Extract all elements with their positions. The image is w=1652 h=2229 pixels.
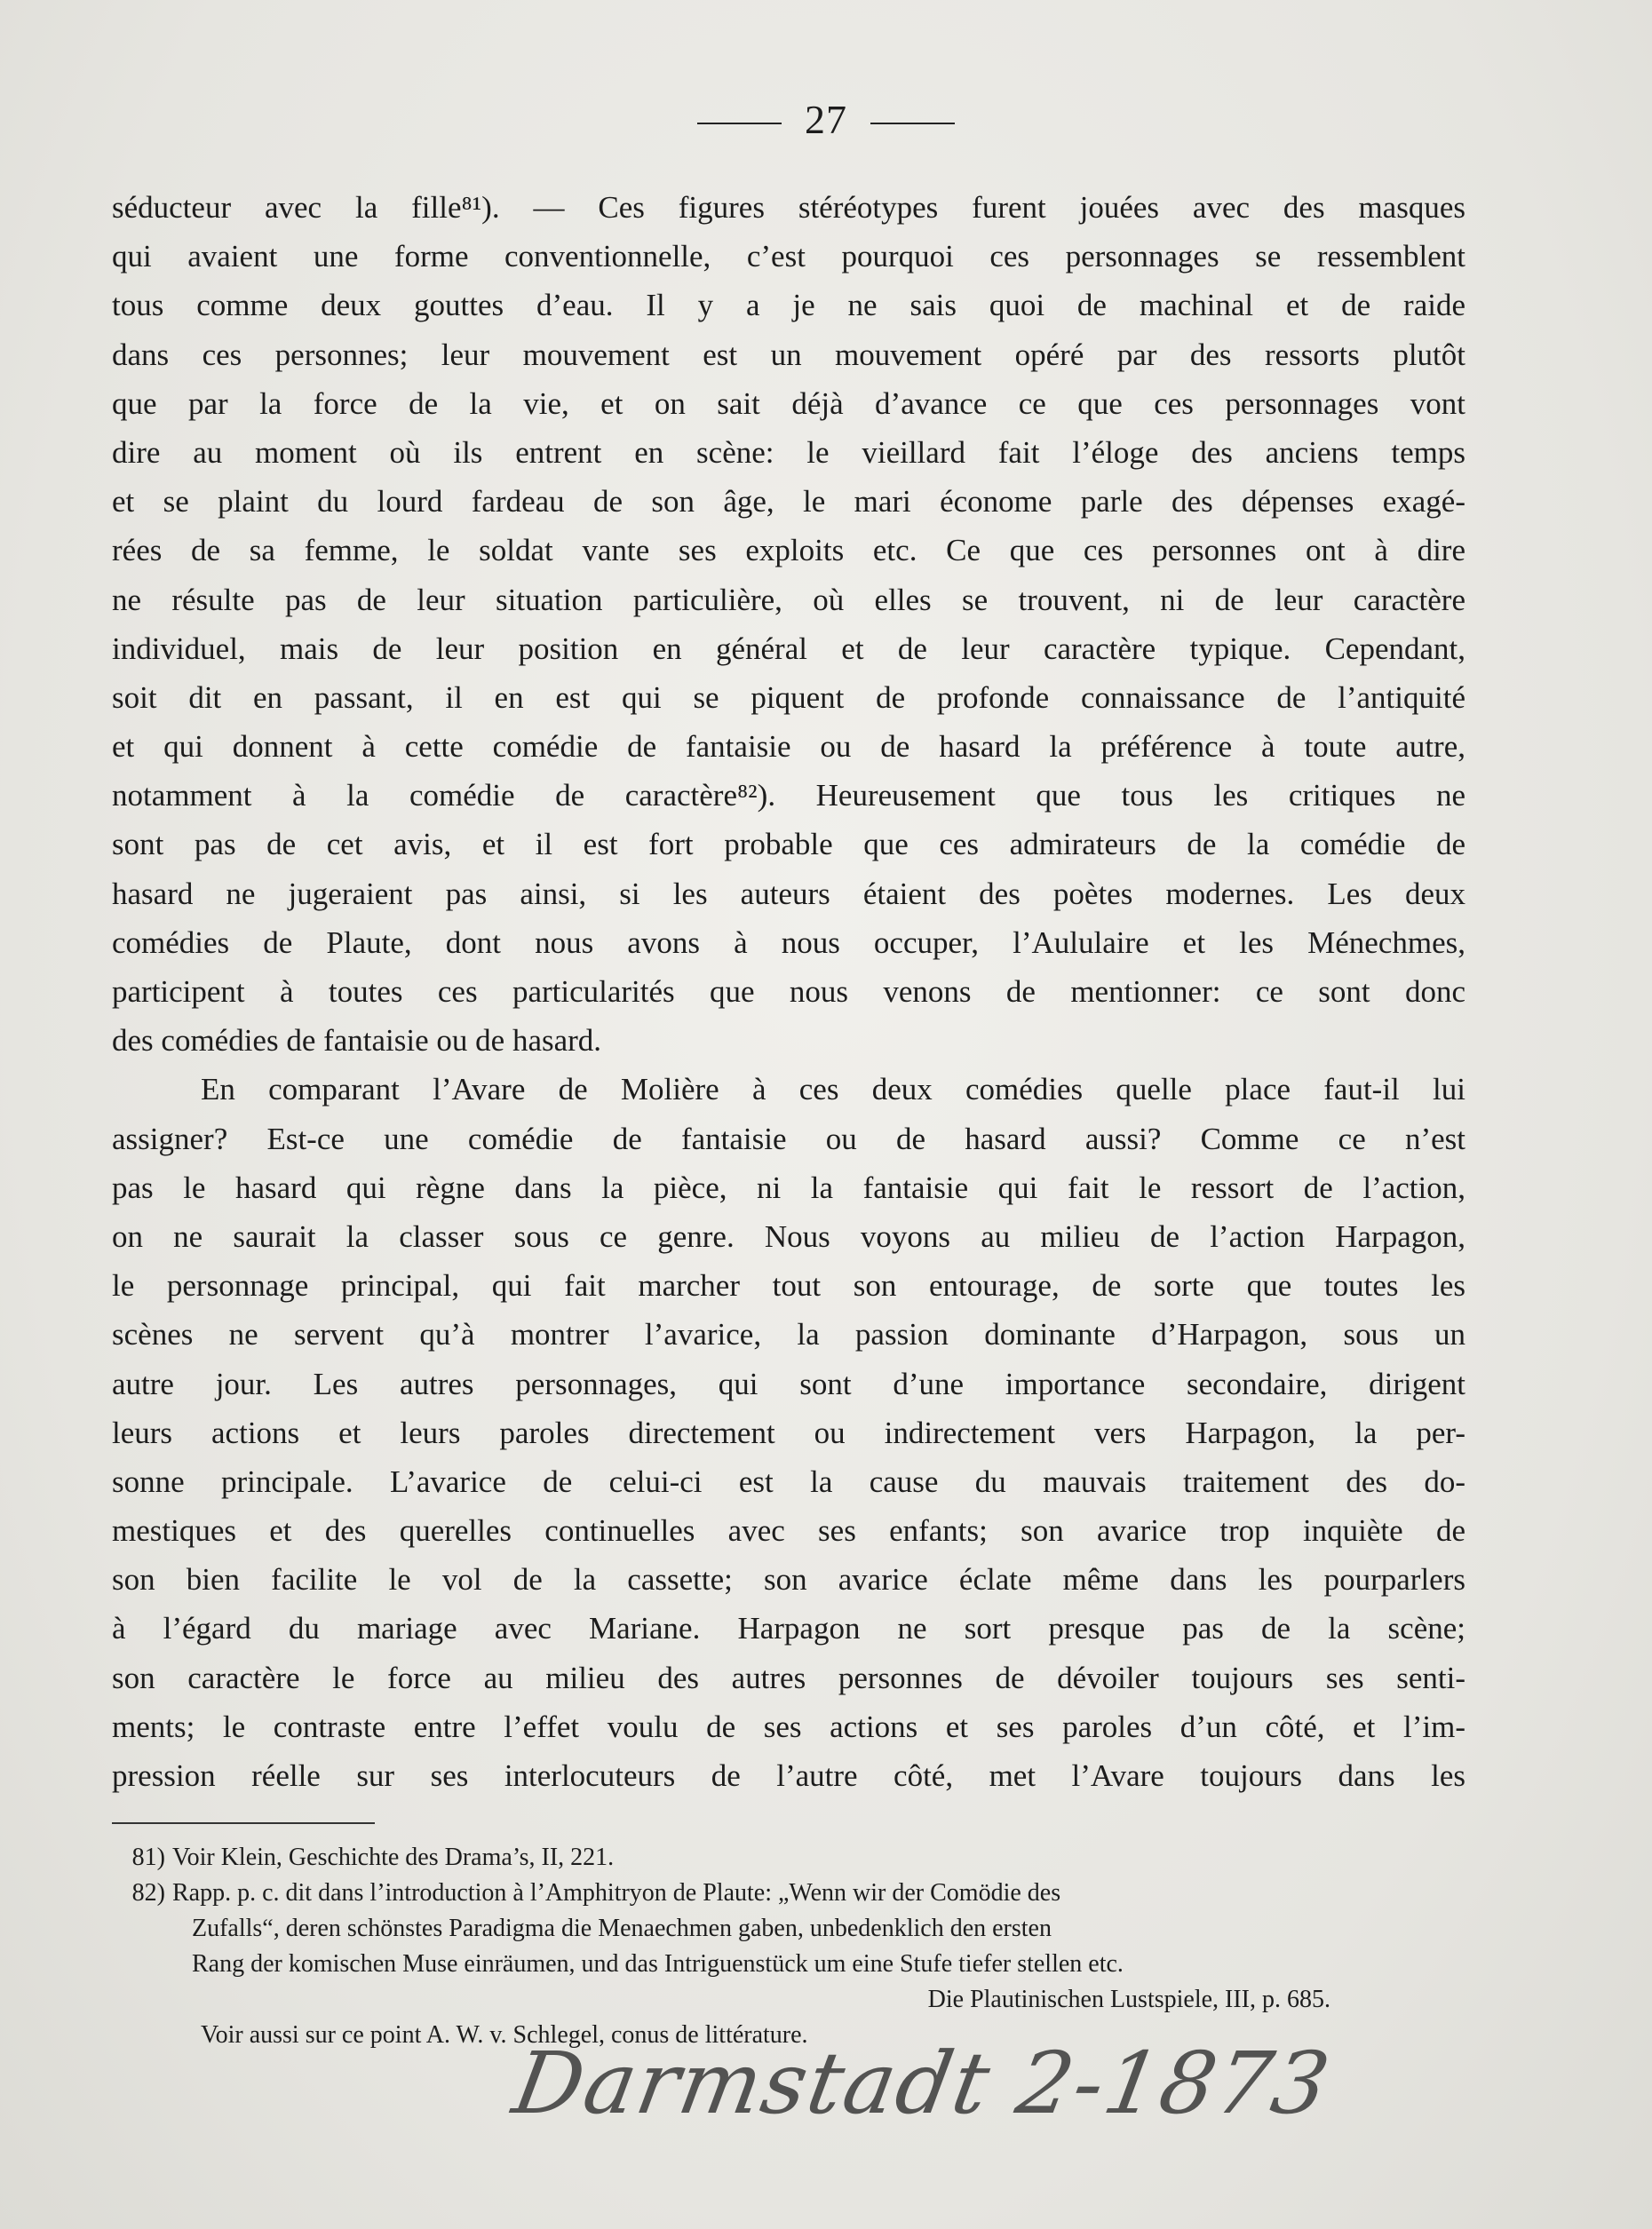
body-line: on ne saurait la classer sous ce genre. Nous voyons au milieu de l’action Harpagon, — [112, 1218, 1465, 1254]
body-line: son caractère le force au milieu des autres personnes de dévoiler toujours ses senti- — [112, 1660, 1465, 1695]
body-line: pression réelle sur ses interlocuteurs de l’autre côté, met l’Avare toujours dans les — [112, 1758, 1465, 1793]
body-line: scènes ne servent qu’à montrer l’avarice, la passion dominante d’Harpagon, sous un — [112, 1317, 1465, 1352]
footnotes — [112, 1840, 1465, 2053]
body-line: pas le hasard qui règne dans la pièce, ni la fantaisie qui fait le ressort de l’action, — [112, 1170, 1465, 1205]
body-text — [112, 183, 1465, 1800]
body-line: individuel, mais de leur position en général et de leur caractère typique. Cependant, — [112, 631, 1465, 666]
body-line: comédies de Plaute, dont nous avons à nous occuper, l’Aululaire et les Ménechmes, — [112, 924, 1465, 960]
footnote-82-source: Die Plautinischen Lustspiele, III, p. 685. — [927, 1986, 1330, 2013]
body-line: leurs actions et leurs paroles directement ou indirectement vers Harpagon, la per- — [112, 1415, 1465, 1450]
body-line: des comédies de fantaisie ou de hasard. — [112, 1023, 602, 1059]
body-line: que par la force de la vie, et on sait déjà d’avance ce que ces personnages vont — [112, 385, 1465, 421]
footnote-81-marker: 81) — [131, 1844, 165, 1871]
footnote-82-line-2: Zufalls“, deren schönstes Paradigma die Menaechmen gaben, unbedenklich den ersten — [192, 1915, 1052, 1942]
handwritten-annotation: Darmstadt 2-1873 — [506, 2034, 1338, 2133]
body-line: notamment à la comédie de caractère⁸²). Heureusement que tous les critiques ne — [112, 778, 1465, 813]
body-line: tous comme deux gouttes d’eau. Il y a je ne sais quoi de machinal et de raide — [112, 288, 1465, 323]
footnote-82-see-also: Voir aussi sur ce point A. W. v. Schlegel, conus de littérature. — [201, 2021, 808, 2049]
body-line: sont pas de cet avis, et il est fort probable que ces admirateurs de la comédie de — [112, 827, 1465, 862]
body-line: ments; le contraste entre l’effet voulu de ses actions et ses paroles d’un côté, et l’im- — [112, 1709, 1465, 1744]
footnote-82-marker: 82) — [131, 1879, 165, 1907]
body-line: sonne principale. L’avarice de celui-ci est la cause du mauvais traitement des do- — [112, 1464, 1465, 1499]
header-rule-right — [870, 123, 955, 124]
body-line: son bien facilite le vol de la cassette; son avarice éclate même dans les pourparlers — [112, 1562, 1465, 1598]
body-line: hasard ne jugeraient pas ainsi, si les auteurs étaient des poètes modernes. Les deux — [112, 876, 1465, 911]
footnote-82-line-1: Rapp. p. c. dit dans l’introduction à l’Amphitryon de Plaute: „Wenn wir der Comödie des — [172, 1879, 1061, 1907]
footnote-separator — [112, 1822, 375, 1824]
body-line: rées de sa femme, le soldat vante ses exploits etc. Ce que ces personnes ont à dire — [112, 533, 1465, 568]
body-line: qui avaient une forme conventionnelle, c’est pourquoi ces personnages se ressemblent — [112, 239, 1465, 274]
body-line: ne résulte pas de leur situation particulière, où elles se trouvent, ni de leur caractère — [112, 582, 1465, 617]
body-line: dire au moment où ils entrent en scène: le vieillard fait l’éloge des anciens temps — [112, 434, 1465, 470]
body-line: mestiques et des querelles continuelles avec ses enfants; son avarice trop inquiète de — [112, 1513, 1465, 1549]
body-line: le personnage principal, qui fait marcher tout son entourage, de sorte que toutes les — [112, 1268, 1465, 1304]
body-line: à l’égard du mariage avec Mariane. Harpagon ne sort presque pas de la scène; — [112, 1611, 1465, 1646]
body-line: autre jour. Les autres personnages, qui sont d’une importance secondaire, dirigent — [112, 1366, 1465, 1401]
body-line: dans ces personnes; leur mouvement est un mouvement opéré par des ressorts plutôt — [112, 337, 1465, 372]
body-line: soit dit en passant, il en est qui se piquent de profonde connaissance de l’antiquité — [112, 679, 1465, 715]
body-line: et qui donnent à cette comédie de fantaisie ou de hasard la préférence à toute autre, — [112, 729, 1465, 765]
body-line: assigner? Est-ce une comédie de fantaisie ou de hasard aussi? Comme ce n’est — [112, 1121, 1465, 1156]
body-line: séducteur avec la fille⁸¹). — Ces figures stéréotypes furent jouées avec des masques — [112, 190, 1465, 225]
header-rule-left — [697, 123, 782, 124]
footnote-82-line-3: Rang der komischen Muse einräumen, und das Intriguenstück um eine Stufe tiefer stellen etc. — [192, 1950, 1124, 1978]
footnote-82 — [112, 1876, 1465, 1911]
page-number: 27 — [805, 97, 847, 142]
footnote-81 — [112, 1840, 1465, 1876]
page-header — [0, 96, 1652, 143]
body-line: En comparant l’Avare de Molière à ces deux comédies quelle place faut-il lui — [201, 1072, 1465, 1107]
footnote-81-text: Voir Klein, Geschichte des Drama’s, II, 221. — [172, 1844, 615, 1871]
body-line: participent à toutes ces particularités que nous venons de mentionner: ce sont donc — [112, 974, 1465, 1009]
body-line: et se plaint du lourd fardeau de son âge, le mari économe parle des dépenses exagé- — [112, 484, 1465, 520]
